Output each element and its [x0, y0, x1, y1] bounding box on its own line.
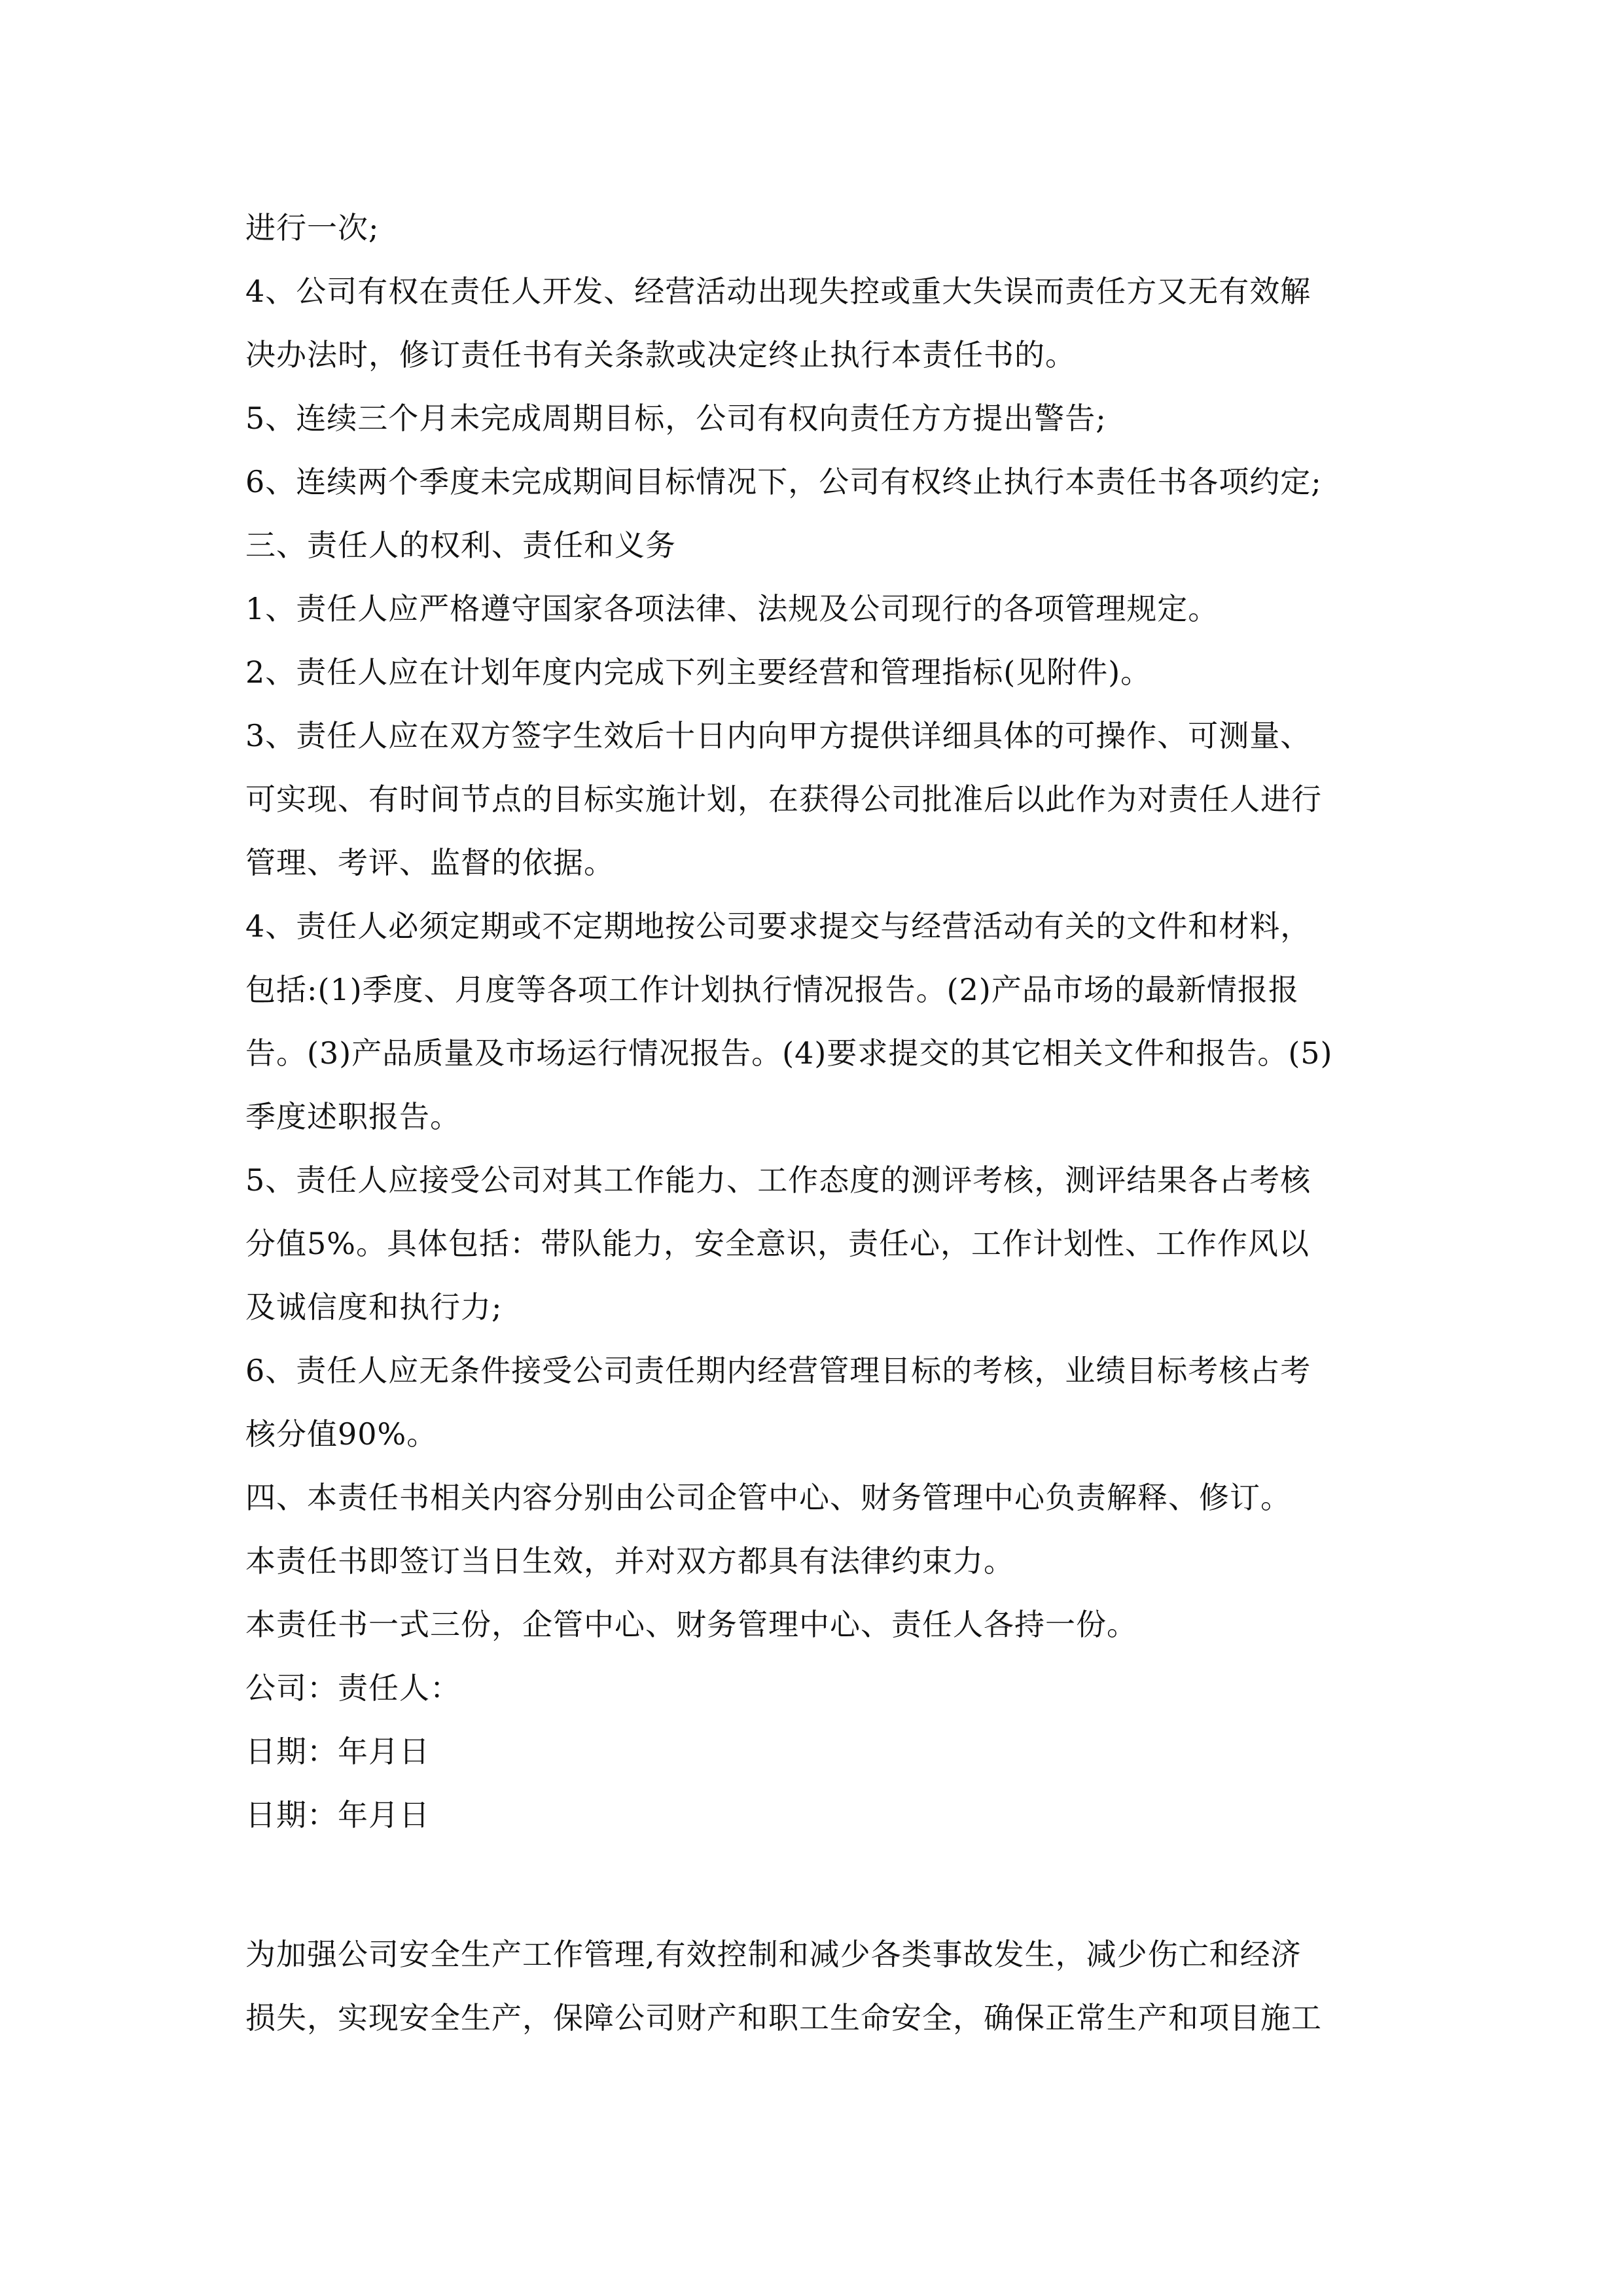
text-line: 为加强公司安全生产工作管理,有效控制和减少各类事故发生，减少伤亡和经济	[245, 1937, 1302, 1972]
text-line: 3、责任人应在双方签字生效后十日内向甲方提供详细具体的可操作、可测量、	[245, 718, 1311, 753]
section-heading: 三、责任人的权利、责任和义务	[245, 528, 676, 563]
text-line: 可实现、有时间节点的目标实施计划，在获得公司批准后以此作为对责任人进行	[245, 781, 1322, 817]
text-line: 6、责任人应无条件接受公司责任期内经营管理目标的考核，业绩目标考核占考	[245, 1353, 1311, 1388]
text-line: 4、责任人必须定期或不定期地按公司要求提交与经营活动有关的文件和材料，	[245, 908, 1311, 944]
text-line: 分值5%。具体包括：带队能力，安全意识，责任心，工作计划性、工作作风以	[245, 1226, 1310, 1261]
text-line: 6、连续两个季度未完成期间目标情况下，公司有权终止执行本责任书各项约定;	[245, 464, 1322, 499]
text-line: 告。(3)产品质量及市场运行情况报告。(4)要求提交的其它相关文件和报告。(5)	[245, 1035, 1333, 1071]
section-heading: 四、本责任书相关内容分别由公司企管中心、财务管理中心负责解释、修订。	[245, 1480, 1291, 1515]
text-line: 季度述职报告。	[245, 1099, 461, 1134]
text-line: 2、责任人应在计划年度内完成下列主要经营和管理指标(见附件)。	[245, 655, 1152, 690]
text-line: 核分值90%。	[245, 1416, 438, 1452]
text-line: 5、责任人应接受公司对其工作能力、工作态度的测评考核，测评结果各占考核	[245, 1162, 1311, 1198]
text-line: 本责任书即签订当日生效，并对双方都具有法律约束力。	[245, 1543, 1014, 1579]
text-line: 进行一次;	[245, 210, 380, 245]
text-line: 5、连续三个月未完成周期目标，公司有权向责任方方提出警告;	[245, 401, 1107, 436]
text-line: 包括:(1)季度、月度等各项工作计划执行情况报告。(2)产品市场的最新情报报	[245, 972, 1299, 1007]
text-line: 管理、考评、监督的依据。	[245, 845, 615, 880]
signature-line: 公司：责任人：	[245, 1670, 461, 1706]
text-line: 及诚信度和执行力;	[245, 1289, 503, 1325]
date-line: 日期：年月日	[245, 1797, 430, 1833]
text-line: 决办法时，修订责任书有关条款或决定终止执行本责任书的。	[245, 337, 1076, 372]
text-line: 损失，实现安全生产，保障公司财产和职工生命安全，确保正常生产和项目施工	[245, 2000, 1322, 2036]
text-line: 本责任书一式三份，企管中心、财务管理中心、责任人各持一份。	[245, 1607, 1137, 1642]
text-line: 4、公司有权在责任人开发、经营活动出现失控或重大失误而责任方又无有效解	[245, 274, 1311, 309]
date-line: 日期：年月日	[245, 1734, 430, 1769]
text-line: 1、责任人应严格遵守国家各项法律、法规及公司现行的各项管理规定。	[245, 591, 1219, 626]
